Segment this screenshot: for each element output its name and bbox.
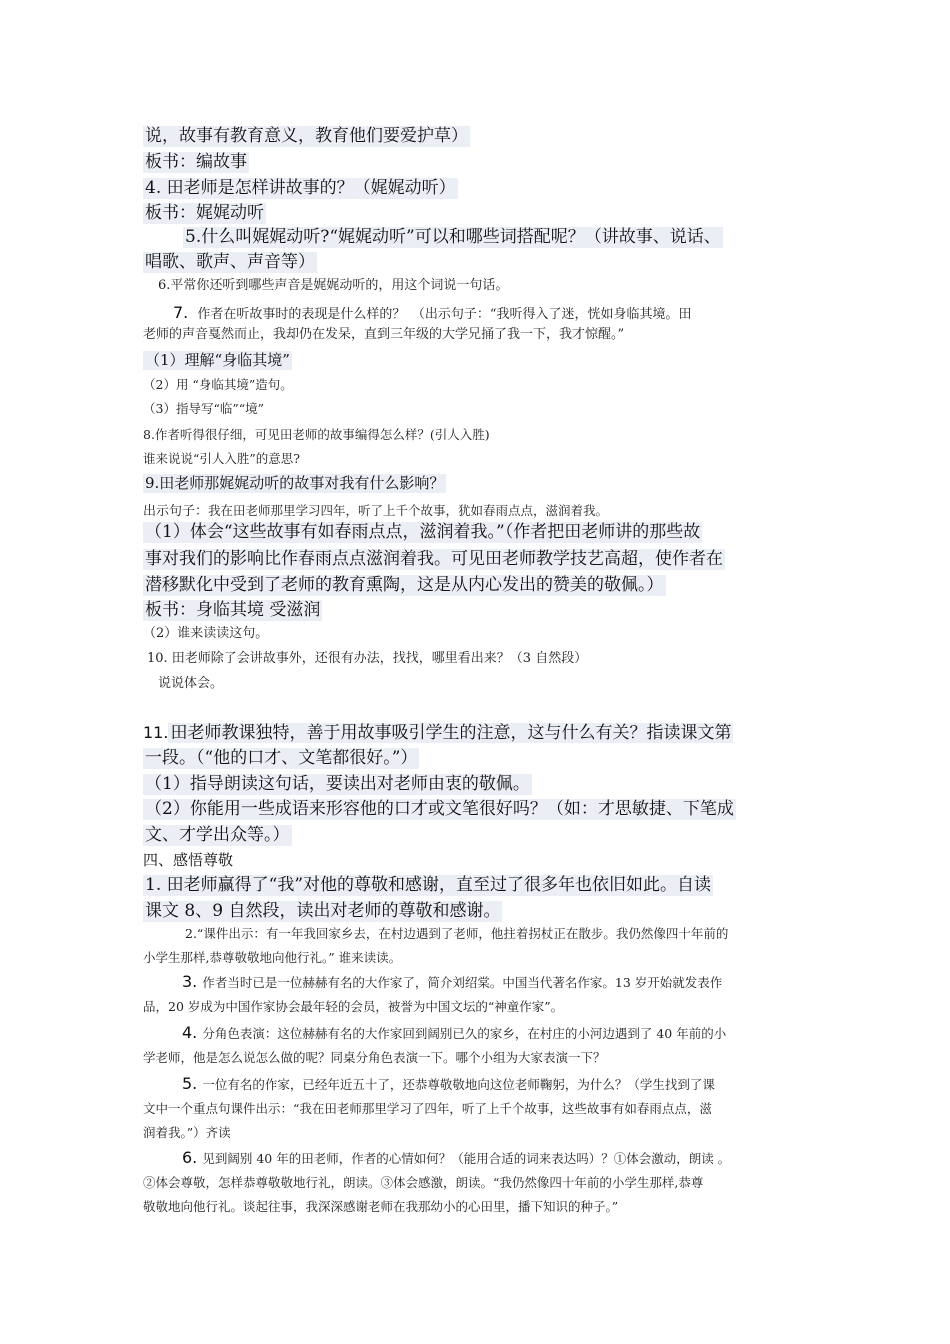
text-line: 6.平常你还听到哪些声音是娓娓动听的，用这个词说一句话。	[158, 278, 509, 293]
text-line: 说说体会。	[158, 676, 224, 691]
text-line	[182, 1023, 726, 1043]
text-line: 学老师，他是怎么说怎么做的呢？同桌分角色表演一下。哪个小组为大家表演一下？	[143, 1050, 606, 1065]
text-line: 文中一个重点句课件出示：“我在田老师那里学习了四年，听了上千个故事，这些故事有如春雨点点，滋	[143, 1101, 712, 1116]
text-line: 事对我们的影响比作春雨点点滋润着我。可见田老师教学技艺高超，使作者在	[145, 549, 723, 569]
item-number: 3.	[182, 972, 198, 991]
item-text: 一位有名的作家，已经年近五十了，还恭尊敬敬地向这位老师鞠躬，为什么？（学生找到了课	[202, 1077, 715, 1092]
text-line: 板书：娓娓动听	[145, 203, 264, 223]
text-line: 敬敬地向他行礼。谈起往事，我深深感谢老师在我那幼小的心田里，播下知识的种子。”	[143, 1199, 619, 1214]
item-number: 5.	[182, 1074, 198, 1093]
item-text: 分角色表演：这位赫赫有名的大作家回到阔别已久的家乡，在村庄的小河边遇到了 40 年前的小	[202, 1026, 727, 1041]
text-line	[143, 500, 608, 520]
text-line	[182, 972, 722, 992]
text-line: （1）体会“这些故事有如春雨点点，滋润着我。”（作者把田老师讲的那些故	[145, 522, 701, 542]
text-line: 课文 8、9 自然段，读出对老师的尊敬和感谢。	[145, 901, 501, 921]
text-line: （2）用 “身临其境”造句。	[143, 377, 293, 392]
text-line: 板书：身临其境 受滋润	[145, 600, 321, 620]
text-line	[173, 303, 692, 323]
item-number: 4.	[182, 1023, 198, 1042]
text-line: 小学生那样,恭尊敬敬地向他行礼。” 谁来读读。	[143, 950, 402, 965]
text-line: 潜移默化中受到了老师的教育熏陶，这是从内心发出的赞美的敬佩。）	[145, 575, 664, 595]
text-line: （2）谁来读读这句。	[143, 626, 269, 641]
text-line: 10. 田老师除了会讲故事外，还很有办法，找找，哪里看出来？（3 自然段）	[147, 651, 588, 666]
text-line: （2）你能用一些成语来形容他的口才或文笔很好吗？（如：才思敏捷、下笔成	[145, 799, 734, 819]
text-line: 一段。（“他的口才、文笔都很好。”）	[145, 748, 418, 768]
text-line: （3）指导写“临”“境”	[143, 401, 265, 416]
text-line: 谁来说说“引人入胜”的意思?	[143, 451, 300, 466]
text-line: 说，故事有教育意义，教育他们要爱护草）	[145, 126, 468, 146]
text-line: 1. 田老师赢得了“我”对他的尊敬和感谢，直至过了很多年也依旧如此。自读	[145, 875, 712, 895]
text-line	[182, 1074, 715, 1094]
text-line: 品，20 岁成为中国作家协会最年轻的会员，被誉为中国文坛的“神童作家”。	[143, 999, 564, 1014]
text-line: 板书：编故事	[145, 152, 247, 172]
item-text: 我在田老师那里学习四年，听了上千个故事，犹如春雨点点，滋润着我。	[208, 503, 609, 518]
text-line: 2.“课件出示：有一年我回家乡去，在村边遇到了老师，他拄着拐杖正在散步。我仍然像四十年前的	[185, 926, 729, 941]
text-line: 唱歌、歌声、声音等）	[145, 252, 315, 272]
item-text: 作者当时已是一位赫赫有名的大作家了，简介刘绍棠。中国当代著名作家。13 岁开始就发表作	[202, 975, 723, 990]
section-heading: 四、感悟尊敬	[143, 851, 234, 869]
item-text: 作者在听故事时的表现是什么样的？ （出示句子：“我听得入了迷，恍如身临其境。田	[197, 307, 692, 322]
text-line: 文、才学出众等。）	[145, 825, 290, 845]
text-line: 润着我。”）齐读	[143, 1125, 231, 1140]
item-label: 出示句子：	[143, 504, 209, 519]
item-text: 田老师教课独特，善于用故事吸引学生的注意，这与什么有关？指读课文第	[170, 723, 732, 743]
item-number: 6.	[182, 1148, 198, 1167]
text-line: （1）理解“身临其境”	[145, 351, 290, 369]
text-line: （1）指导朗读这句话，要读出对老师由衷的敬佩。	[145, 774, 530, 794]
text-line	[182, 1148, 730, 1168]
text-line: 8.作者听得很仔细，可见田老师的故事编得怎么样？(引人入胜)	[143, 427, 490, 442]
text-line: 老师的声音戛然而止，我却仍在发呆，直到三年级的大学兄捅了我一下，我才惊醒。”	[143, 327, 625, 342]
text-line: 5.什么叫娓娓动听?“娓娓动听”可以和哪些词搭配呢？（讲故事、说话、	[185, 227, 721, 247]
item-number: 7.	[173, 303, 189, 322]
item-text: 见到阔别 40 年的田老师，作者的心情如何？（能用合适的词来表达吗）？①体会激动，朗读 。	[202, 1151, 731, 1166]
text-line: 4. 田老师是怎样讲故事的？（娓娓动听）	[145, 178, 456, 198]
text-line: ②体会尊敬，怎样恭尊敬敬地行礼，朗读。③体会感激，朗读。“我仍然像四十年前的小学生那样,恭尊	[143, 1175, 704, 1190]
text-line: 9.田老师那娓娓动听的故事对我有什么影响？	[145, 474, 445, 492]
item-number: 11.	[143, 723, 169, 742]
text-line	[143, 723, 733, 744]
